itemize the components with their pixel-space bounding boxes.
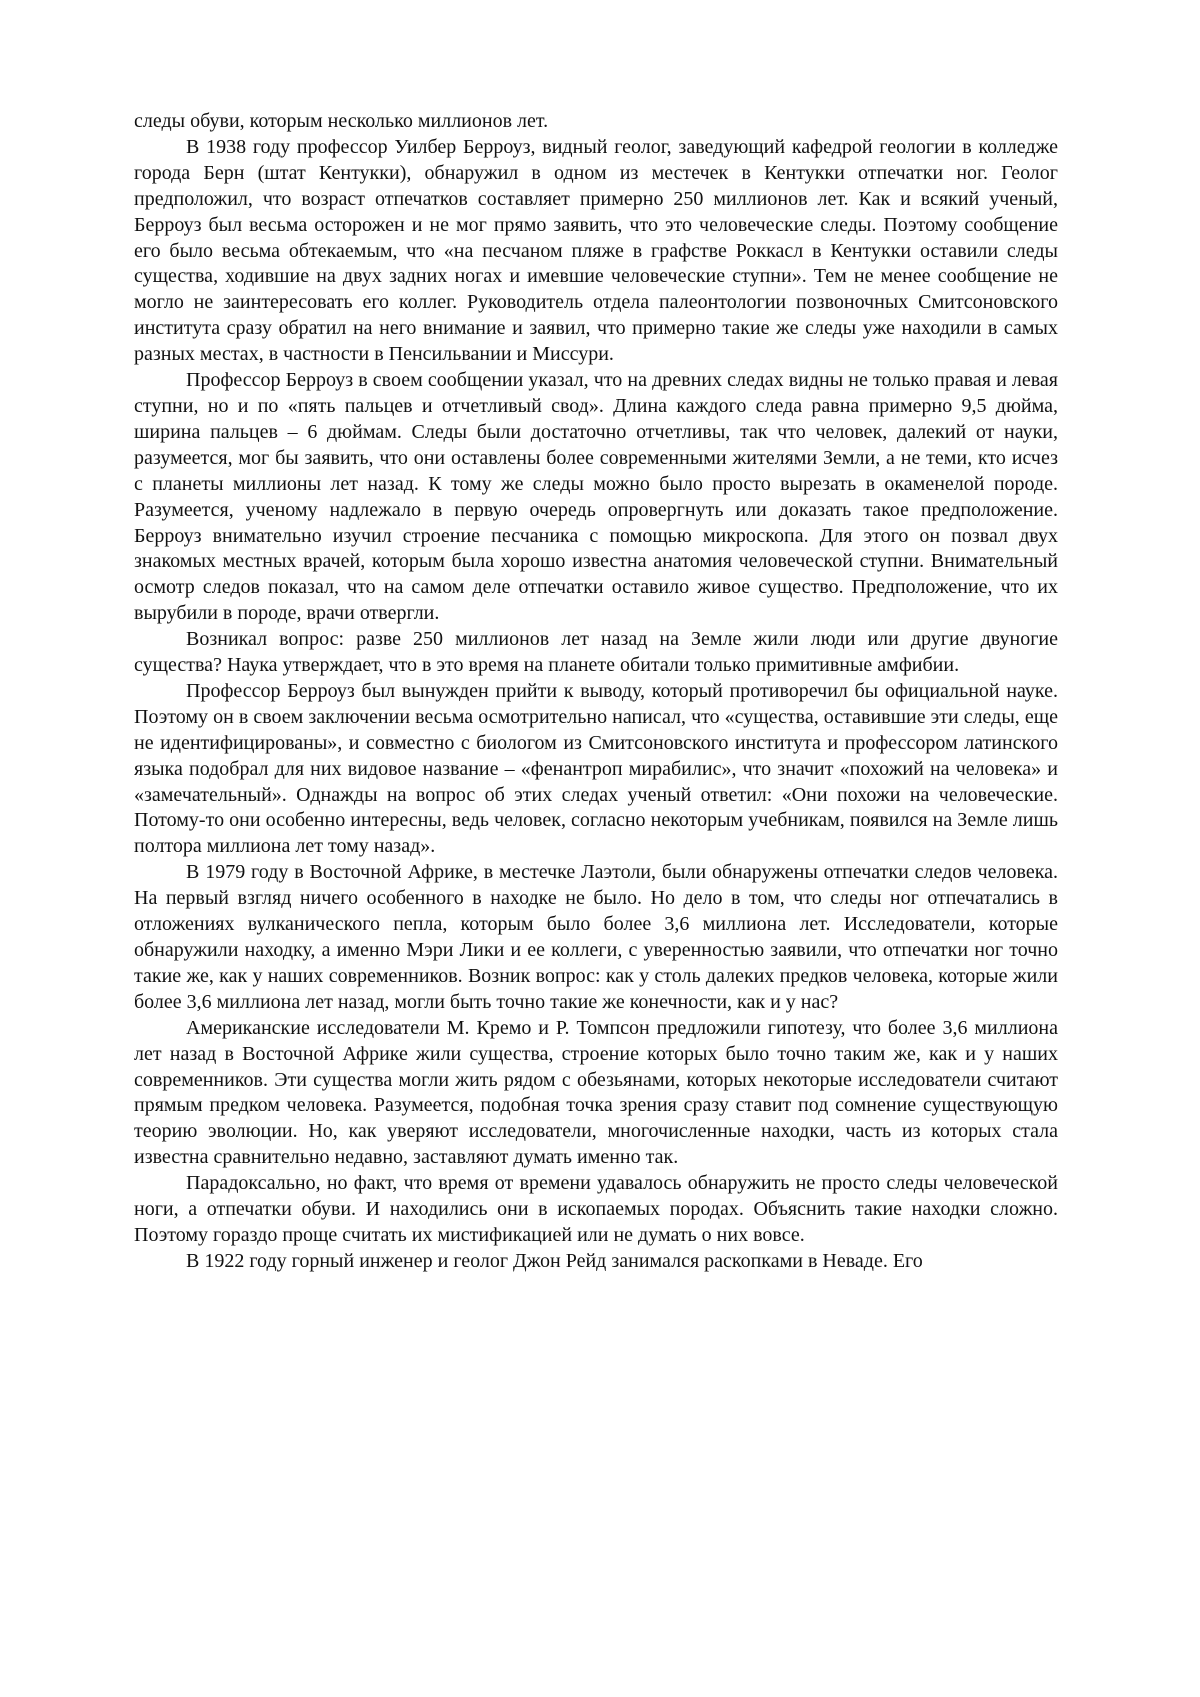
paragraph-laetoli: В 1979 году в Восточной Африке, в местечке Лаэтоли, были обнаружены отпечатки следов человека. На первый взгляд ничего особенного в находке не было. Но дело в том, что следы ног отпечатались в отложениях вулканического пепла, которым было более 3,6 миллиона лет. Исследователи, которые обнаружили находку, а именно Мэри Лики и ее коллеги, с уверенностью заявили, что отпечатки ног точно такие же, как у наших современников. Возник вопрос: как у столь далеких предков человека, которые жили более 3,6 миллиона лет назад, могли быть точно такие же конечности, как и у нас? [134,861,1058,1013]
paragraph-cremo-thompson: Американские исследователи М. Кремо и Р. Томпсон предложили гипотезу, что более 3,6 миллиона лет назад в Восточной Африке жили существа, строение которых было точно таким же, как и у наших современников. Эти существа могли жить рядом с обезьянами, которых некоторые исследователи считают прямым предком человека. Разумеется, подобная точка зрения сразу ставит под сомнение существующую теорию эволюции. Но, как уверяют исследователи, многочисленные находки, часть из которых стала известна сравнительно недавно, заставляют думать именно так. [134,1016,1058,1169]
paragraph-footprint-description: Профессор Берроуз в своем сообщении указал, что на древних следах видны не только правая и левая ступни, но и по «пять пальцев и отчетливый свод». Длина каждого следа равна примерно 9,5 дюйма, ширина пальцев – 6 дюймам. Следы были достаточно отчетливы, так что человек, далекий от науки, разумеется, мог бы заявить, что они оставлены более современными жителями Земли, а не теми, кто исчез с планеты миллионы лет назад. К тому же следы можно было просто вырезать в окаменелой породе. Разумеется, ученому надлежало в первую очередь опровергнуть или доказать такое предположение. Берроуз внимательно изучил строение песчаника с помощью микроскопа. Для этого он позвал двух знакомых местных врачей, которым была хорошо известна анатомия человеческой ступни. Внимательный осмотр следов показал, что на самом деле отпечатки оставило живое существо. Предположение, что их вырубили в породе, врачи отвергли. [134,369,1058,625]
paragraph-continuation: следы обуви, которым несколько миллионов лет. [134,110,549,132]
paragraph-question: Возникал вопрос: разве 250 миллионов лет назад на Земле жили люди или другие двуногие существа? Наука утверждает, что в это время на планете обитали только примитивные амфибии. [134,628,1058,677]
document-body [134,109,1058,1275]
paragraph-john-reid: В 1922 году горный инженер и геолог Джон Рейд занимался раскопками в Неваде. Его [186,1249,923,1272]
paragraph-shoe-prints: Парадоксально, но факт, что время от времени удавалось обнаружить не просто следы человеческой ноги, а отпечатки обуви. И находились они в ископаемых породах. Объяснить такие находки сложно. Поэтому гораздо проще считать их мистификацией или не думать о них вовсе. [134,1172,1058,1246]
paragraph-phenanthropus: Профессор Берроуз был вынужден прийти к выводу, который противоречил бы официальной науке. Поэтому он в своем заключении весьма осмотрительно написал, что «существа, оставившие эти следы, еще не идентифицированы», и совместно с биологом из Смитсоновского института и профессором латинского языка подобрал для них видовое название – «фенантроп мирабилис», что значит «похожий на человека» и «замечательный». Однажды на вопрос об этих следах ученый ответил: «Они похожи на человеческие. Потому-то они особенно интересны, ведь человек, согласно некоторым учебникам, появился на Земле лишь полтора миллиона лет тому назад». [134,679,1058,858]
paragraph-burroughs-discovery: В 1938 году профессор Уилбер Берроуз, видный геолог, заведующий кафедрой геологии в колледже города Берн (штат Кентукки), обнаружил в одном из местечек в Кентукки отпечатки ног. Геолог предположил, что возраст отпечатков составляет примерно 250 миллионов лет. Как и всякий ученый, Берроуз был весьма осторожен и не мог прямо заявить, что это человеческие следы. Поэтому сообщение его было весьма обтекаемым, что «на песчаном пляже в графстве Роккасл в Кентукки оставили следы существа, ходившие на двух задних ногах и имевшие человеческие ступни». Тем не менее сообщение не могло не заинтересовать его коллег. Руководитель отдела палеонтологии позвоночных Смитсоновского института сразу обратил на него внимание и заявил, что примерно такие же следы уже находили в самых разных местах, в частности в Пенсильвании и Миссури. [134,135,1058,366]
